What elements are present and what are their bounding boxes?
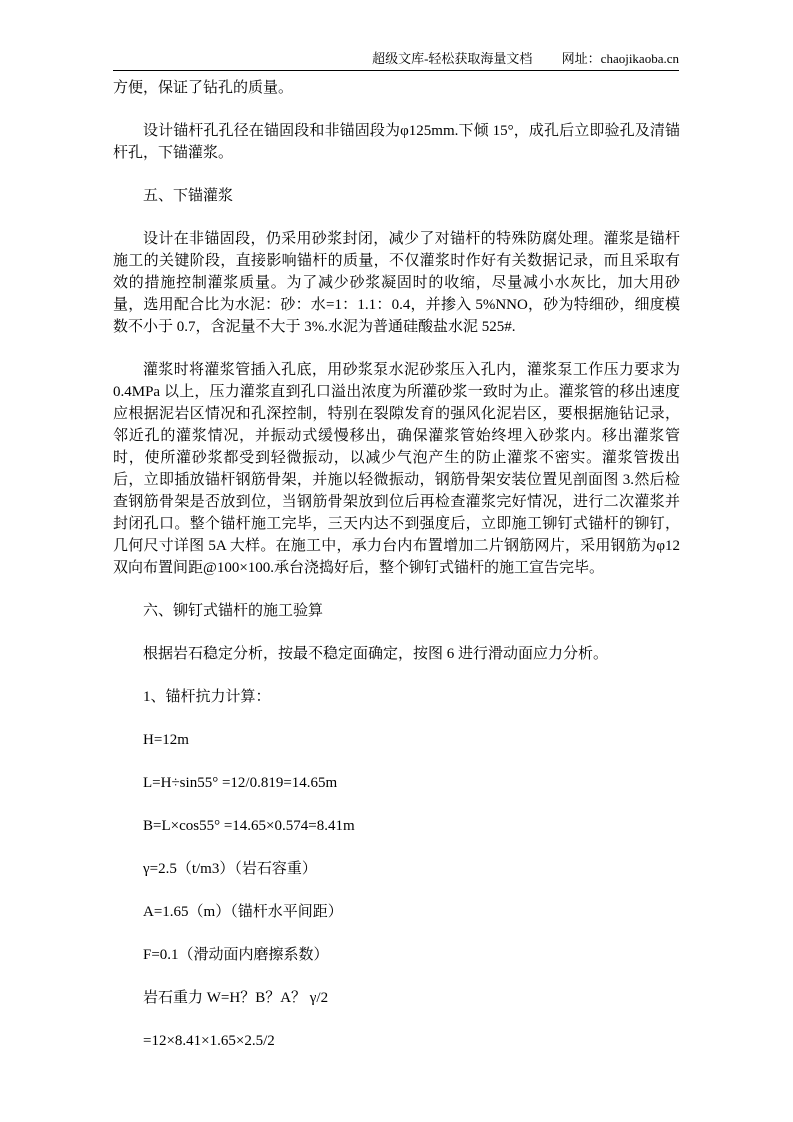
- header-site-label: 超级文库-轻松获取海量文档: [372, 51, 533, 66]
- paragraph-grouting-process: 灌浆时将灌浆管插入孔底，用砂浆泵水泥砂浆压入孔内，灌浆泵工作压力要求为 0.4MPa 以上，压力灌浆直到孔口溢出浓度为所灌砂浆一致时为止。灌浆管的移出速度应根据泥岩区情况和孔深控制，特别在裂隙发育的强风化泥岩区，要根据施钻记录，邻近孔的灌浆情况，并振动式缓慢移出，确保灌浆管始终埋入砂浆内。移出灌浆管时，使所灌砂浆都受到轻微振动，以减少气泡产生的防止灌浆不密实。灌浆管拨出后，立即插放锚杆钢筋骨架，并施以轻微振动，钢筋骨架安装位置见剖面图 3.然后检查钢筋骨架是否放到位，当钢筋骨架放到位后再检查灌浆完好情况，进行二次灌浆并封闭孔口。整个锚杆施工完毕，三天内达不到强度后，立即施工铆钉式锚杆的铆钉，几何尺寸详图 5A 大样。在施工中，承力台内布置增加二片钢筋网片，采用钢筋为φ12 双向布置间距@100×100.承台浇捣好后，整个铆钉式锚杆的施工宣告完毕。: [113, 362, 680, 576]
- formula-b: B=L×cos55° =14.65×0.574=8.41m: [143, 818, 355, 834]
- formula-gamma: γ=2.5（t/m3）（岩石容重）: [143, 861, 317, 877]
- heading-section-5: 五、下锚灌浆: [143, 188, 234, 204]
- formula-rock-weight: 岩石重力 W=H？B？A？ γ/2: [143, 990, 329, 1006]
- formula-rock-weight-value: =12×8.41×1.65×2.5/2: [143, 1033, 275, 1049]
- page-header: [113, 50, 679, 71]
- formula-a: A=1.65（m）（锚杆水平间距）: [143, 904, 343, 920]
- formula-f: F=0.1（滑动面内磨擦系数）: [143, 947, 329, 963]
- heading-section-6: 六、铆钉式锚杆的施工验算: [143, 603, 324, 619]
- heading-calculation-1: 1、锚杆抗力计算：: [143, 689, 271, 705]
- paragraph-stability-analysis: 根据岩石稳定分析，按最不稳定面确定，按图 6 进行滑动面应力分析。: [143, 646, 609, 662]
- formula-l: L=H÷sin55° =12/0.819=14.65m: [143, 775, 338, 791]
- paragraph-hole-design: 设计锚杆孔孔径在锚固段和非锚固段为φ125mm.下倾 15°，成孔后立即验孔及清锚杆孔，下锚灌浆。: [113, 123, 680, 161]
- header-url-label: 网址：chaojikaoba.cn: [561, 51, 679, 66]
- document-body: [113, 77, 680, 1073]
- paragraph-continuation: 方便，保证了钻孔的质量。: [113, 80, 294, 96]
- paragraph-grouting-design: 设计在非锚固段，仍采用砂浆封闭，减少了对锚杆的特殊防腐处理。灌浆是锚杆施工的关键阶段，直接影响锚杆的质量，不仅灌浆时作好有关数据记录，而且采取有效的措施控制灌浆质量。为了减少砂浆凝固时的收缩，尽量减小水灰比，加大用砂量，选用配合比为水泥：砂：水=1：1.1：0.4，并掺入 5%NNO，砂为特细砂，细度模数不小于 0.7，含泥量不大于 3%.水泥为普通硅酸盐水泥 525#.: [113, 231, 680, 335]
- formula-h: H=12m: [143, 732, 189, 748]
